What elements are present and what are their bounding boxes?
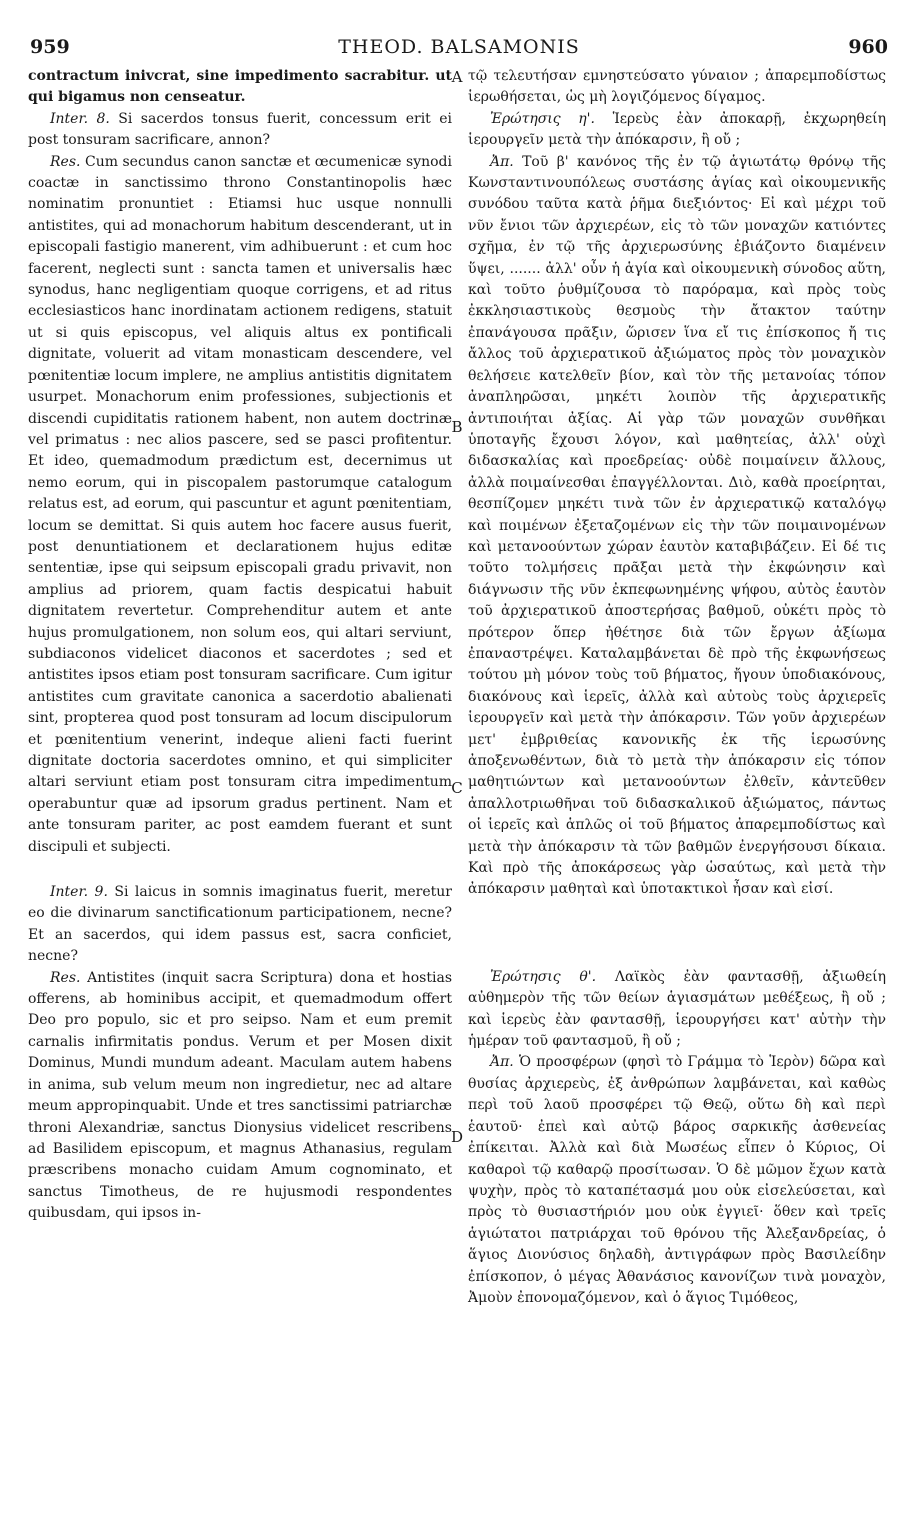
inter-8-label: Inter. 8. — [50, 110, 110, 127]
res-8-label: Res. — [50, 153, 81, 170]
apokrisis-9-label: Ἀπ. — [490, 1054, 514, 1071]
running-title: THEOD. BALSAMONIS — [338, 36, 580, 58]
latin-interrogatio-8 — [28, 109, 452, 152]
greek-paragraph-opening: τῷ τελευτήσαν εμνηστεύσατο γύναιον ; ἀπαρεμποδίστως ἱερωθήσεται, ὡς μὴ λογιζόμενος δίγαμος. — [468, 68, 886, 106]
latin-column — [28, 66, 452, 1225]
apokrisis-8-text: Τοῦ β' κανόνος τῆς ἐν τῷ ἁγιωτάτῳ θρόνῳ τῆς Κωνσταντινουπόλεως συστάσης ἁγίας καὶ οἰκουμενικῆς συνόδου ταῦτα κατὰ ῥῆμα διεξιόντος· Εἰ καὶ μέχρι τοῦ νῦν ἔνιοι τῶν ἀρχιερέων, εἰς τὸ τῶν μοναχῶν κατιόντες σχῆμα, ἐν τῷ τῆς ἀρχιερωσύνης ἐβιάζοντο διαμένειν ὕψει, ....... ἀλλ' οὖν ἡ ἁγία καὶ οἰκουμενικὴ σύνοδος αὕτη, καὶ τοῦτο ῥυθμίζουσα τὸ παρόραμα, καὶ πρὸς τοὺς ἐκκλησιαστικοὺς θεσμοὺς τὴν ἄτακτον ταύτην ἐπανάγουσα πρᾶξιν, ὥρισεν ἵνα εἴ τις ἐπίσκοπος ἤ τις ἄλλος τοῦ ἀρχιερατικοῦ ἀξιώματος πρὸς τὸν μοναχικὸν θελήσειε κατελθεῖν βίον, καὶ τὸν τῆς μετανοίας τόπον ἀναπληρῶσαι, μηκέτι λοιπὸν τῆς ἀρχιερατικῆς ἀντιποιήται ἀξίας. Αἱ γὰρ τῶν μοναχῶν συνθῆκαι ὑποταγῆς ἔχουσι λόγον, καὶ μαθητείας, ἀλλ' οὐχὶ διδασκαλίας καὶ προεδρείας· οὐδὲ ποιμαίνειν ἄλλους, ἀλλὰ ποιμαίνεσθαι ἐπαγγέλλονται. Διὸ, καθὰ προείρηται, θεσπίζομεν μηκέτι τινὰ τῶν ἐν ἀρχιερατικῷ καταλόγῳ καὶ ποιμένων ἐξεταζομένων εἰς τὴν τῶν ποιμαινομένων καὶ μετανοούντων χώραν ἑαυτὸν καταβιβάζειν. Εἰ δέ τις τοῦτο τολμήσεις πρᾶξαι μετὰ τὴν ἐκφώνησιν καὶ διάγνωσιν τῆς νῦν ἐκπεφωνημένης ψήφου, αὐτὸς ἑαυτὸν τοῦ ἀρχιερατικοῦ ἀποστερήσας βαθμοῦ, οὐκέτι πρὸς τὸ πρότερον ὅπερ ἠθέτησε διὰ τῶν ἔργων ἀξίωμα ἐπαναστρέψει. Καταλαμβάνεται δὲ πρὸ τῆς ἐκφωνήσεως τούτου μὴ μόνον τοὺς τοῦ βήματος, ἤγουν ὑποδιακόνους, διακόνους καὶ ἱερεῖς, ἀλλὰ καὶ αὐτοὺς τοὺς ἀρχιερεῖς ἱερουργεῖν καὶ μετὰ τὴν ἀπόκαρσιν. Τῶν γοῦν ἀρχιερέων μετ' ἐμβριθείας κανονικῆς ἐκ τῆς ἱερωσύνης ἀποξενωθέντων, διὰ τὸ μετὰ τὴν ἀπόκαρσιν εἰς τόπον μαθητιώντων καὶ μετανοούντων ἐλθεῖν, κἀντεῦθεν ἀπαλλοτριωθῆναι τοῦ διδασκαλικοῦ ἀξιώματος, πάντως οἱ ἱερεῖς καὶ ἁπλῶς οἱ τοῦ βήματος ἀπαρεμποδίστως καὶ μετὰ τὴν ἀπόκαρσιν τὰ τῶν βαθμῶν ἐνεργήσουσι δίκαια. Καὶ πρὸ τῆς ἀποκάρσεως γὰρ ὡσαύτως, καὶ μετὰ τὴν ἀπόκαρσιν μαθηταὶ καὶ ὑποτακτικοὶ ἦσαν καὶ εἰσί. — [468, 153, 887, 898]
greek-column — [468, 66, 886, 1309]
greek-apokrisis-9 — [468, 1052, 886, 1309]
apokrisis-8-label: Ἀπ. — [490, 153, 514, 170]
margin-letter-d: D — [450, 1128, 464, 1146]
res-9-text: Antistites (inquit sacra Scriptura) dona et hostias offerens, ab hominibus accipit, et quemadmodum offert Deo pro populo, sic et pro seipso. Nam et eum premit carnalis infirmitatis pondus. Verum et per Mosen dixit Dominus, Mundi mundum adeant. Maculam autem habens in anima, sub velum meum non ingredietur, nec ad altare meum appropinquabit. Unde et tres sanctissimi patriarchæ throni Alexandriæ, sanctus Dionysius videlicet rescribens ad Basilidem episcopum, et magnus Athanasius, regulam præscribens monacho cuidam Amum cognominato, et sanctus Timotheus, de re hujusmodi respondentes quibusdam, qui ipsos in- — [28, 969, 453, 1222]
apokrisis-9-text: Ὁ προσφέρων (φησὶ τὸ Γράμμα τὸ Ἱερὸν) δῶρα καὶ θυσίας ἀρχιερεὺς, ἐξ ἀνθρώπων λαμβάνεται, καὶ καθὼς περὶ τοῦ λαοῦ προσφέρει τῷ Θεῷ, οὕτω δὴ καὶ περὶ ἑαυτοῦ· ἐπεὶ καὶ αὐτῷ βάρος σαρκικῆς ἀσθενείας ἐπίκειται. Ἀλλὰ καὶ διὰ Μωσέως εἶπεν ὁ Κύριος, Οἱ καθαροὶ τῷ καθαρῷ προσίτωσαν. Ὁ δὲ μῶμον ἔχων κατὰ ψυχὴν, πρὸς τὸ καταπέτασμά μου οὐκ εἰσελεύσεται, καὶ πρὸς τὸ θυσιαστήριόν μου οὐκ ἐγγιεῖ· ὅθεν καὶ τρεῖς ἁγιώτατοι πατριάρχαι τοῦ θρόνου τῆς Ἀλεξανδρείας, ὁ ἅγιος Διονύσιος δηλαδὴ, ἀντιγράφων πρὸς Βασιλείδην ἐπίσκοπον, ὁ μέγας Ἀθανάσιος κανονίζων τινὰ μοναχὸν, Ἀμοὺν ἐπονομαζόμενον, καὶ ὁ ἅγιος Τιμόθεος, — [468, 1054, 886, 1306]
res-8-text: Cum secundus canon sanctæ et œcumenicæ synodi coactæ in sanctissimo throno Constantinopolis hæc nominatim pronuntiet : Etiamsi huc usque nonnulli antistites, qui ad monachorum habitum descenderant, ut in episcopali fastigio manerent, vim adhibuerunt : et cum hoc facerent, neglecti sunt : sancta tamen et universalis hæc synodus, hanc negligentiam quoque corrigens, et ad ritus ecclesiasticos hanc inordinatam actionem redigens, statuit ut si quis episcopus, vel aliquis altus ex pontificali dignitate, voluerit ad vitam monasticam descendere, vel pœnitentiæ locum implere, ne amplius antistitis dignitatem usurpet. Monachorum enim professiones, subjectionis et discendi cupiditatis rationem habent, non autem doctrinæ vel primatus : nec alios pascere, sed se pasci profitentur. Et ideo, quemadmodum prædictum est, decernimus ut nemo eorum, qui in piscopalem pastorumque catalogum relatus est, ad eorum, qui pascuntur et agunt pœnitentiam, locum se demittat. Si quis autem hoc facere ausus fuerit, post denuntiationem et declarationem hujus editæ sententiæ, ipse qui seipsum episcopali gradu privavit, non amplius ad priorem, quam factis despicatui habuit dignitatem revertetur. Comprehenditur autem et ante hujus promulgationem, non solum eos, qui altari serviunt, subdiaconos videlicet diaconos et sacerdotes ; sed et antistites ipsos etiam post tonsuram sacrificare. Cum igitur antistites cum gravitate canonica a sacerdotio abalienati sint, propterea quod post tonsuram ad locum discipulorum et pœnitentium venerint, indeque alieni facti fuerint dignitate doctoria sacerdotes omnino, et qui simpliciter altari serviunt etiam post tonsuram citra impedimentum operabuntur quæ ad ipsorum gradus pertinent. Nam et ante tonsuram pariter, ac post eamdem fuerant et sunt discipuli et subjecti. — [28, 153, 452, 855]
inter-8-text: Si sacerdos tonsus fuerit, concessum erit ei post tonsuram sacrificare, annon? — [28, 110, 452, 149]
greek-erotesis-9 — [468, 967, 886, 1053]
inter-9-text: Si laicus in somnis imaginatus fuerit, meretur eo die divinarum sanctificationum participationem, necne? Et an sacerdos, qui idem passus est, sacra conficiet, necne? — [28, 884, 452, 965]
erotesis-9-text: Λαϊκὸς ἐὰν φαντασθῇ, ἀξιωθείη αὐθημερὸν τῆς τῶν θείων ἁγιασμάτων μεθέξεως, ἢ οὔ ; καὶ ἱερεὺς ἐὰν φαντασθῇ, ἱερουργήσει κατ' αὐτὴν τὴν ἡμέραν τοῦ φαντασμοῦ, ἢ οὔ ; — [468, 968, 887, 1050]
margin-letter-a: A — [451, 68, 463, 86]
greek-erotesis-8 — [468, 109, 886, 152]
margin-letter-c: C — [451, 779, 463, 797]
erotesis-8-text: Ἱερεὺς ἐὰν ἀποκαρῇ, ἐκχωρηθείη ἱερουργεῖν μετὰ τὴν ἀπόκαρσιν, ἢ οὔ ; — [468, 110, 886, 149]
page-number-left: 959 — [30, 36, 70, 58]
page-header — [30, 36, 888, 60]
page-number-right: 960 — [848, 36, 888, 58]
latin-responsio-9 — [28, 968, 452, 1225]
greek-apokrisis-8 — [468, 152, 886, 901]
latin-paragraph-opening: contractum inivcrat, sine impedimento sacrabitur. ut qui bigamus non censeatur. — [28, 68, 452, 106]
erotesis-9-label: Ἐρώτησις θ'. — [490, 968, 597, 985]
inter-9-label: Inter. 9. — [50, 884, 108, 901]
erotesis-8-label: Ἐρώτησις η'. — [490, 110, 595, 127]
margin-letter-b: B — [451, 418, 463, 436]
res-9-label: Res. — [50, 969, 81, 986]
latin-interrogatio-9 — [28, 882, 452, 968]
latin-responsio-8 — [28, 152, 452, 858]
